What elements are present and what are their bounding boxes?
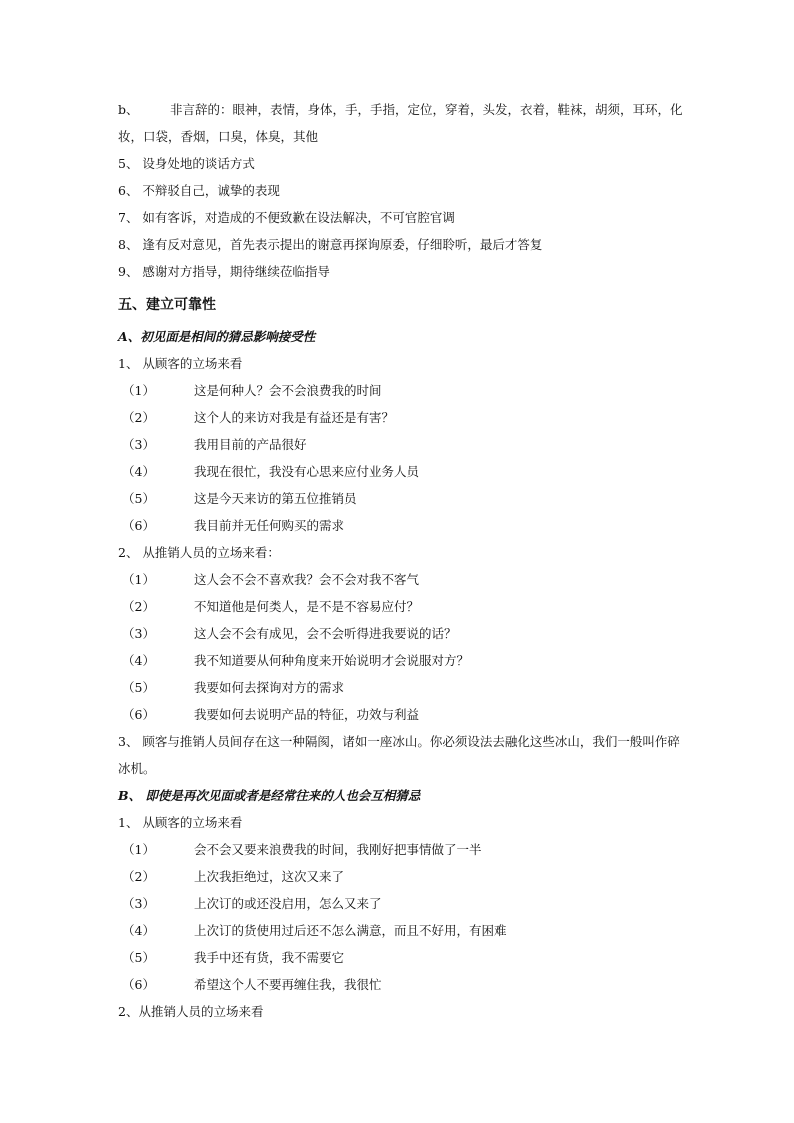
item-number: （4） xyxy=(122,464,155,479)
item-number: （2） xyxy=(122,869,155,884)
item-text: 不知道他是何类人，是不是不容易应付？ xyxy=(194,599,420,614)
list-item xyxy=(118,431,688,458)
item-text: 我现在很忙，我没有心思来应付业务人员 xyxy=(194,464,420,479)
item-text: 上次我拒绝过，这次又来了 xyxy=(194,869,345,884)
item-text: 这是今天来访的第五位推销员 xyxy=(194,491,357,506)
list-item: 8、 逢有反对意见，首先表示提出的谢意再探询原委，仔细聆听，最后才答复 xyxy=(118,237,543,252)
section-heading: 五、建立可靠性 xyxy=(118,297,216,313)
item-text: 希望这个人不要再缠住我，我很忙 xyxy=(194,977,382,992)
list-item xyxy=(118,647,688,674)
list-item xyxy=(118,377,688,404)
item-text: 会不会又要来浪费我的时间，我刚好把事情做了一半 xyxy=(194,842,482,857)
item-text: 我目前并无任何购买的需求 xyxy=(194,518,345,533)
group-title: 2、从推销人员的立场来看 xyxy=(118,1004,264,1019)
item-text: 这人会不会不喜欢我？会不会对我不客气 xyxy=(194,572,420,587)
paragraph-nonverbal xyxy=(118,96,688,150)
list-item xyxy=(118,458,688,485)
subsection-heading-a: A、初见面是相间的猜忌影响接受性 xyxy=(118,329,316,344)
item-number: （5） xyxy=(122,680,155,695)
list-item xyxy=(118,701,688,728)
item-number: （3） xyxy=(122,437,155,452)
item-number: （2） xyxy=(122,410,155,425)
list-item xyxy=(118,944,688,971)
list-item: 9、 感谢对方指导，期待继续莅临指导 xyxy=(118,264,330,279)
list-item xyxy=(118,971,688,998)
item-number: （2） xyxy=(122,599,155,614)
item-text: 我要如何去探询对方的需求 xyxy=(194,680,345,695)
group-title: 1、 从顾客的立场来看 xyxy=(118,815,243,830)
subsection-heading-b: B、 即使是再次见面或者是经常往来的人也会互相猜忌 xyxy=(118,788,421,803)
item-text: 我手中还有货，我不需要它 xyxy=(194,950,345,965)
item-text: 我要如何去说明产品的特征，功效与利益 xyxy=(194,707,420,722)
item-number: （6） xyxy=(122,518,155,533)
list-item: 6、 不辩驳自己，诚挚的表现 xyxy=(118,183,280,198)
list-item: 5、 设身处地的谈话方式 xyxy=(118,156,255,171)
item-text: 上次订的或还没启用，怎么又来了 xyxy=(194,896,382,911)
item-number: （3） xyxy=(122,896,155,911)
list-item xyxy=(118,674,688,701)
item-marker: b、 xyxy=(118,102,139,117)
group-title: 1、 从顾客的立场来看 xyxy=(118,356,243,371)
list-item xyxy=(118,566,688,593)
list-item xyxy=(118,863,688,890)
item-text: 这个人的来访对我是有益还是有害？ xyxy=(194,410,395,425)
item-number: （5） xyxy=(122,950,155,965)
item-text: 我用目前的产品很好 xyxy=(194,437,307,452)
paragraph-text: 非言辞的：眼神，表情，身体，手，手指，定位，穿着，头发，衣着，鞋袜，胡须，耳环，化妆，口袋，香烟，口臭，体臭，其他 xyxy=(118,102,683,144)
item-number: （3） xyxy=(122,626,155,641)
list-item xyxy=(118,890,688,917)
item-text: 上次订的货使用过后还不怎么满意，而且不好用，有困难 xyxy=(194,923,507,938)
paragraph-icebreaker: 3、 顾客与推销人员间存在这一种隔阂，诸如一座冰山。你必须设法去融化这些冰山，我们一般叫作碎冰机。 xyxy=(118,734,680,776)
item-text: 我不知道要从何种角度来开始说明才会说服对方？ xyxy=(194,653,470,668)
item-number: （6） xyxy=(122,707,155,722)
list-item xyxy=(118,512,688,539)
list-item xyxy=(118,485,688,512)
list-item xyxy=(118,404,688,431)
list-item xyxy=(118,620,688,647)
item-number: （1） xyxy=(122,383,155,398)
list-item xyxy=(118,593,688,620)
document-page xyxy=(118,96,688,1025)
item-number: （5） xyxy=(122,491,155,506)
list-item: 7、 如有客诉，对造成的不便致歉在设法解决，不可官腔官调 xyxy=(118,210,455,225)
item-text: 这是何种人？会不会浪费我的时间 xyxy=(194,383,382,398)
item-text: 这人会不会有成见，会不会听得进我要说的话？ xyxy=(194,626,457,641)
item-number: （6） xyxy=(122,977,155,992)
item-number: （1） xyxy=(122,842,155,857)
item-number: （4） xyxy=(122,923,155,938)
group-title: 2、 从推销人员的立场来看： xyxy=(118,545,280,560)
list-item xyxy=(118,836,688,863)
list-item xyxy=(118,917,688,944)
item-number: （4） xyxy=(122,653,155,668)
item-number: （1） xyxy=(122,572,155,587)
